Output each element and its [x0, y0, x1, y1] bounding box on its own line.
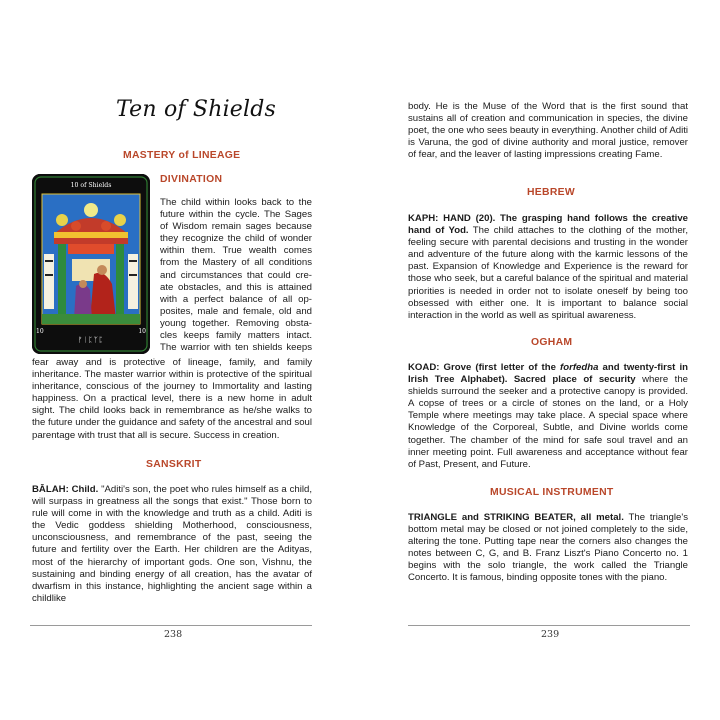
divination-line: future within the cycle. The Sages — [160, 209, 312, 221]
musical-term: TRIANGLE and STRIKING BEATER, all metal. — [408, 512, 624, 523]
divination-line: from the Mastery of all conditions — [160, 257, 312, 269]
tarot-card-illustration — [32, 174, 150, 354]
sanskrit-body: "Aditi's son, the poet who rules himself as a child, will surpass in greatness all the songs that exist." Those born to rule will come in with the knowledge and truth as a child. Aditi is the Vedic goddess shielding Motherhood, consciousness, unconsciousness, and remembrance of the past, seeing the future and fertility over the Earth. Her children are the Adityas, most of the hierarchy of important gods. One son, Vishnu, the sustaining and binding energy of all creation, has the avatar of dwarfism in this instance, highlighting the ancient sage within a childlike — [32, 484, 312, 604]
musical-body: The triangle's bottom metal may be closed or not joined completely to the side, altering the tone. Putting tape near the corners also changes the notes between C, G, and B. Franz Liszt's Piano Concerto no. 1 begins with the solo triangle, the work called the Triangle Concerto. It is famous, binding opposite tones with the piano. — [408, 512, 688, 584]
divination-line: they recognize the child of wonder — [160, 233, 312, 245]
ogham-paragraph — [408, 362, 688, 471]
hebrew-term: KAPH: HAND (20). The grasping hand follows the creative hand of Yod. — [408, 213, 688, 237]
divination-line: of Wisdom remain sages because — [160, 221, 312, 233]
sanskrit-paragraph — [32, 484, 312, 605]
heading-ogham: OGHAM — [531, 337, 573, 348]
divination-line: with a perfect balance of all op- — [160, 293, 312, 305]
footer-rule-right — [408, 625, 690, 626]
divination-line: cles keeps family matters intact. — [160, 330, 312, 342]
card-bottom-glyphs: ᚠᛁᛈᛉᛈ — [78, 336, 104, 344]
ogham-term-2: and twenty-first in Irish Tree Alphabet). Sacred place of security — [408, 362, 689, 386]
divination-wrapped-text — [160, 197, 312, 354]
ogham-body: where the shields surround the seeker and a protective canopy is provided. A copse of trees or a circle of stones on the land, or a Holy Temple where meetings may take place. A special space where Knowledge of the Corporeal, Subtle, and Divine worlds come together. The chamber of the mind for safe soul travel and an inner meeting point. Full awareness and acceptance without fear of Past, Present, and Future. — [408, 374, 688, 470]
divination-paragraph-continued: fear away and is protective of lineage, family, and family inheritance. The master warrior within is protective of the spiritual inheritance, conscious of the journey to Immortality and lasting happiness. On a practical level, there is a new home in adult sight. The child looks back in remembrance as he/she walks to the future under the guidance and safety of the ancestral and soul parentage with trust that all is secure. Success in creation. — [32, 357, 312, 441]
page-number-right: 239 — [541, 629, 560, 640]
page-title: Ten of Shields — [116, 97, 277, 122]
divination-line: and circumstances that could cre- — [160, 269, 312, 281]
footer-rule-left — [30, 625, 312, 626]
divination-line: young together. Removing obsta- — [160, 317, 312, 329]
heading-musical-instrument: MUSICAL INSTRUMENT — [490, 487, 614, 498]
hebrew-paragraph — [408, 213, 688, 322]
ogham-term-1: KOAD: Grove (first letter of the — [408, 362, 561, 373]
musical-paragraph — [408, 512, 688, 585]
card-label: 10 of Shields — [70, 182, 112, 189]
page-number-left: 238 — [164, 629, 183, 640]
continuation-paragraph: body. He is the Muse of the Word that is the first sound that sustains all of creation and communication in species, the divine poet, the one who sees beauty in everything. Another child of Aditi is Varuna, the god of divine authority and moral justice, remover of fear, and the leaver of lasting impressions creating Fame. — [408, 101, 689, 161]
heading-hebrew: HEBREW — [527, 187, 575, 198]
divination-line: The child within looks back to the — [160, 197, 312, 208]
tarot-card-image — [32, 174, 150, 354]
divination-line: ate obstacles, and this is attained — [160, 281, 312, 293]
card-corner-left: 10 — [36, 328, 44, 335]
divination-line: posites, male and female, old and — [160, 305, 312, 317]
heading-divination: DIVINATION — [160, 174, 223, 185]
hebrew-body: The child attaches to the clothing of the mother, feeling secure with parental decisions and trusting in the wonder and adventure of the future along with the karmic lessons of the past. Expansion of Knowledge and Experience is the reward for those who seek, but a careful balance of the spiritual and material priorities is needed in order not to isolate oneself by being too obsessed with either one. It is important to balance social interaction in the world as well as spiritual awareness. — [408, 225, 688, 321]
right-page — [360, 0, 720, 720]
divination-line: The warrior with ten shields keeps — [160, 342, 312, 354]
card-corner-right: 10 — [138, 328, 146, 335]
divination-line: within them. True wealth comes — [160, 245, 312, 257]
heading-sanskrit: SANSKRIT — [146, 459, 202, 470]
ogham-term-italic: forfedha — [560, 362, 599, 373]
heading-mastery-of-lineage: MASTERY of LINEAGE — [123, 150, 241, 161]
sanskrit-term: BĀLAH: Child. — [32, 484, 99, 495]
